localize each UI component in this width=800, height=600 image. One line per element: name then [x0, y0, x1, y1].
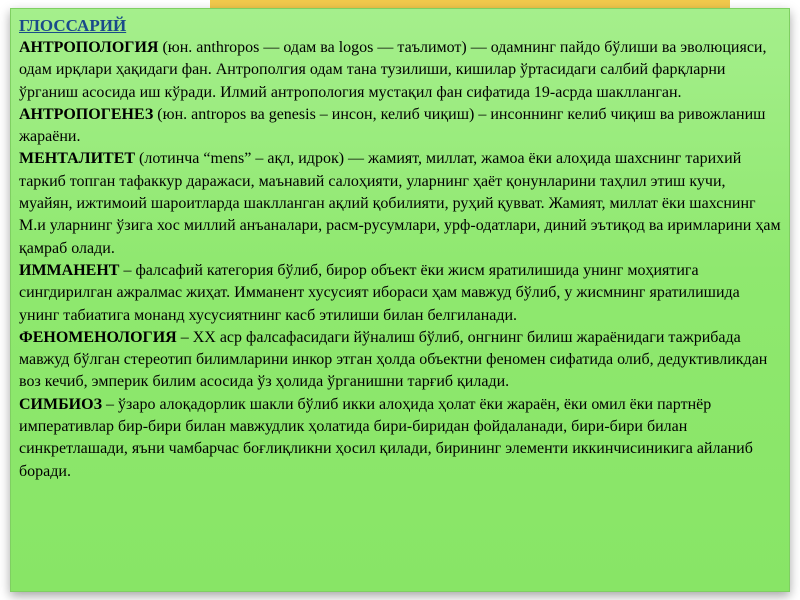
glossary-term: ФЕНОМЕНОЛОГИЯ: [19, 328, 177, 346]
glossary-term: АНТРОПОГЕНЕЗ: [19, 105, 154, 123]
glossary-term: ИММАНЕНТ: [19, 261, 120, 279]
glossary-entry-immanent: [19, 260, 781, 327]
glossary-definition: – XX аср фалсафасидаги йўналиш бўлиб, онгнинг билиш жараёнидаги тажрибада мавжуд бўлган стереотип билимларини инкор этган ҳолда объектни феномен сифатида олиб, дедуктивликдан воз кечиб, эмперик билим асосида ўз ҳолида ўрганишни тарғиб қилади.: [19, 328, 768, 391]
glossary-title: ГЛОССАРИЙ: [19, 16, 127, 35]
glossary-entry-anthropology: [19, 37, 781, 104]
glossary-entry-symbiosis: [19, 394, 781, 483]
glossary-entry-anthropogenesis: [19, 104, 781, 149]
glossary-term: СИМБИОЗ: [19, 395, 103, 413]
top-accent-bar: [210, 0, 730, 8]
glossary-definition: (лотинча “mens” – ақл, идрок) — жамият, миллат, жамоа ёки алоҳида шахснинг тарихий таркиб топган тафаккур даражаси, маънавий салоҳияти, уларнинг ҳаёт қонунларини таҳлил этиш кучи, муайян, ижтимоий шароитларда шаклланган ақлий қобилияти, руҳий қувват. Жамият, миллат ёки шахснинг М.и уларнинг ўзига хос миллий анъаналари, расм-русумлари, урф-одатлари, диний эътиқод ва иримларини ҳам қамраб олади.: [19, 150, 781, 257]
glossary-entry-phenomenology: [19, 327, 781, 394]
glossary-entry-mentality: [19, 148, 781, 259]
glossary-definition: – ўзаро алоқадорлик шакли бўлиб икки алоҳида ҳолат ёки жараён, ёки омил ёки партнёр императивлар бир-бири билан мавжудлик ҳолатида бири-биридан фойдаланади, бири-бири билан синкретлашади, яъни чамбарчас боғлиқликни ҳосил қилади, бирининг элементи иккинчисиникига айланиб боради.: [19, 395, 753, 480]
glossary-term: АНТРОПОЛОГИЯ: [19, 39, 159, 56]
glossary-definition: (юн. anthropos — одам ва logos — таълимот) — одамнинг пайдо бўлиши ва эволюцияси, одам ирқлари ҳақидаги фан. Антрополгия одам тана тузилиши, кишилар ўртасидаги салбий фарқларни ўрганиш асосида иш кўради. Илмий антропология мустақил фан сифатида 19-асрда шаклланган.: [19, 39, 767, 101]
glossary-definition: (юн. antropos ва genesis – инсон, келиб чиқиш) – инсоннинг келиб чиқиш ва ривожланиш жараёни.: [19, 105, 766, 146]
glossary-term: МЕНТАЛИТЕТ: [19, 150, 136, 168]
glossary-panel: [10, 8, 790, 592]
glossary-definition: – фалсафий категория бўлиб, бирор объект ёки жисм яратилишида унинг моҳиятига сингдирилган ажралмас жиҳат. Имманент хусусият ибораси ҳам мавжуд бўлиб, у жисмнинг яратилишида унинг табиатига монанд хусусиятнинг касб этилиши билан белгиланади.: [19, 261, 740, 324]
